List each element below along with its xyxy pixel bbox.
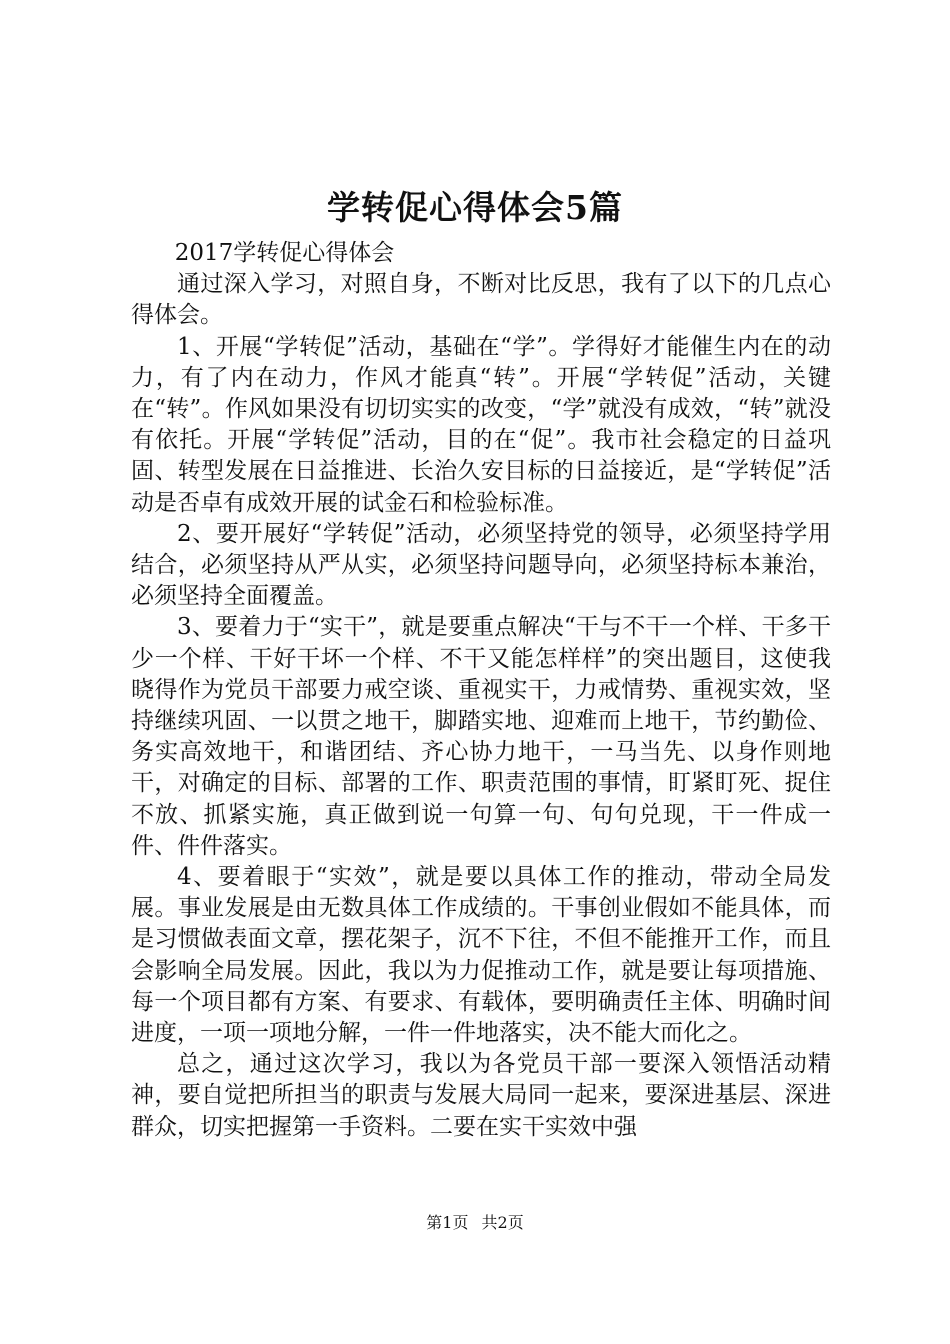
paragraph-point-3: 3、要着力于“实干”，就是要重点解决“干与不干一个样、干多干少一个样、干好干坏一个样、不干又能怎样样”的突出题目，这使我晓得作为党员干部要力戒空谈、重视实干，力戒情势、重视实效，坚持继续巩固、一以贯之地干，脚踏实地、迎难而上地干，节约勤俭、务实高效地干，和谐团结、齐心协力地干，一马当先、以身作则地干，对确定的目标、部署的工作、职责范围的事情，盯紧盯死、捉住不放、抓紧实施，真正做到说一句算一句、句句兑现，干一件成一件、件件落实。 — [131, 614, 831, 859]
document-subtitle: 2017学转促心得体会 — [174, 240, 395, 266]
paragraph-intro: 通过深入学习，对照自身，不断对比反思，我有了以下的几点心得体会。 — [131, 271, 831, 329]
document-title: 学转促心得体会5篇 — [327, 188, 623, 227]
paragraph-point-2: 2、要开展好“学转促”活动，必须坚持党的领导，必须坚持学用结合，必须坚持从严从实，必须坚持问题导向，必须坚持标本兼治，必须坚持全面覆盖。 — [131, 520, 831, 610]
paragraph-summary: 总之，通过这次学习，我以为各党员干部一要深入领悟活动精神，要自觉把所担当的职责与发展大局同一起来，要深进基层、深进群众，切实把握第一手资料。二要在实干实效中强 — [131, 1051, 831, 1140]
page-total: 共2页 — [481, 1213, 524, 1232]
paragraph-point-4: 4、要着眼于“实效”，就是要以具体工作的推动，带动全局发展。事业发展是由无数具体工作成绩的。干事创业假如不能具体，而是习惯做表面文章，摆花架子，沉不下往，不但不能推开工作，而且会影响全局发展。因此，我以为力促推动工作，就是要让每项措施、每一个项目都有方案、有要求、有载体，要明确责任主体、明确时间进度，一项一项地分解，一件一件地落实，决不能大而化之。 — [131, 864, 831, 1047]
document-body — [131, 238, 831, 1143]
paragraph-point-1: 1、开展“学转促”活动，基础在“学”。学得好才能催生内在的动力，有了内在动力，作风才能真“转”。开展“学转促”活动，关键在“转”。作风如果没有切切实实的改变，“学”就没有成效，“转”就没有依托。开展“学转促”活动，目的在“促”。我市社会稳定的日益巩固、转型发展在日益推进、长治久安目标的日益接近，是“学转促”活动是否卓有成效开展的试金石和检验标准。 — [131, 333, 831, 516]
page-footer — [0, 1212, 950, 1234]
page-number: 第1页 — [426, 1213, 469, 1232]
